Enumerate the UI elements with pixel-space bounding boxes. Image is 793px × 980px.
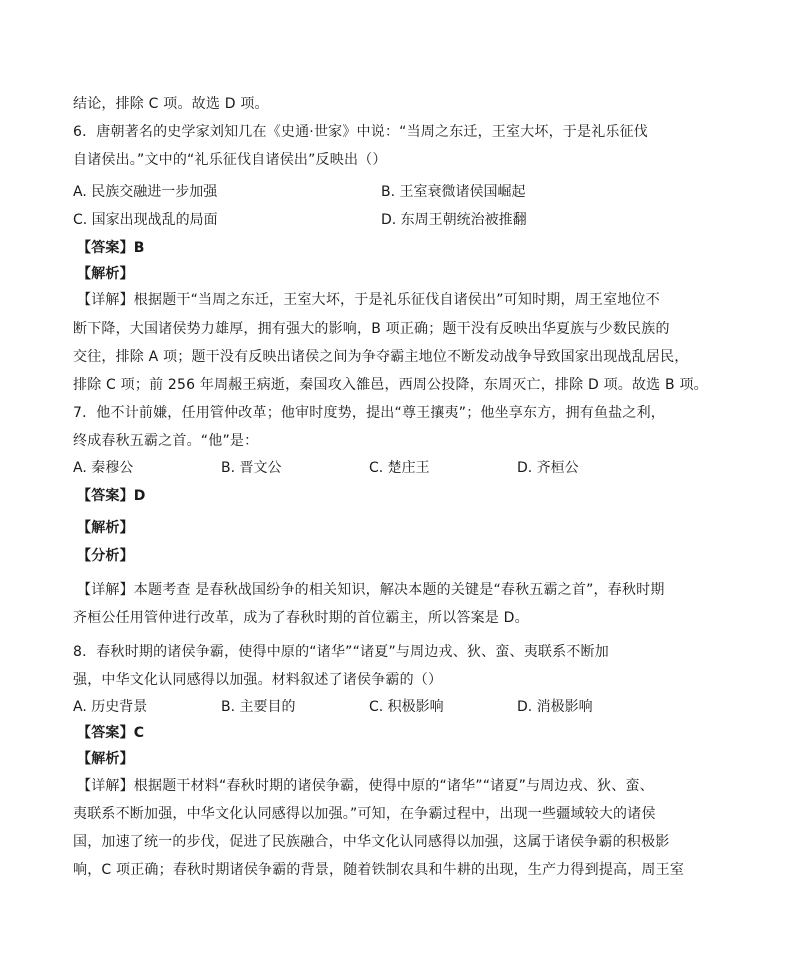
q8-detail-line: 夷联系不断加强，中华文化认同感得以加强。”可知，在争霸过程中，出现一些疆域较大的诸侯 <box>73 806 656 822</box>
q7-option-d: D. 齐桓公 <box>517 460 579 476</box>
q8-option-c: C. 积极影响 <box>369 699 444 715</box>
question-8-stem-cont: 强，中华文化认同感得以加强。材料叙述了诸侯争霸的（） <box>73 672 443 688</box>
question-6-stem-cont: 自诸侯出。”文中的“礼乐征伐自诸侯出”反映出（） <box>73 152 387 168</box>
q7-option-c: C. 楚庄王 <box>369 460 430 476</box>
q6-option-b: B. 王室衰微诸侯国崛起 <box>381 184 526 200</box>
q7-analysis-sub-label: 【分析】 <box>77 548 134 564</box>
q6-answer: 【答案】B <box>77 240 145 256</box>
q6-option-a: A. 民族交融进一步加强 <box>73 184 218 200</box>
q8-detail-line: 国，加速了统一的步伐，促进了民族融合，中华文化认同感得以加强，这属于诸侯争霸的积极影 <box>73 834 670 850</box>
q8-option-d: D. 消极影响 <box>517 699 593 715</box>
q7-answer: 【答案】D <box>77 488 146 504</box>
q8-detail-line: 【详解】根据题干材料“春秋时期的诸侯争霸，使得中原的“诸华”“诸夏”与周边戎、狄、蛮、 <box>77 778 654 794</box>
q8-detail-line: 响，C 项正确；春秋时期诸侯争霸的背景，随着铁制农具和牛耕的出现，生产力得到提高，周王室 <box>73 862 685 878</box>
q8-answer: 【答案】C <box>77 725 145 741</box>
q6-detail-line: 排除 C 项；前 256 年周赧王病逝，秦国攻入雒邑，西周公投降，东周灭亡，排除 D 项。故选 B 项。 <box>73 377 708 393</box>
q8-option-b: B. 主要目的 <box>221 699 296 715</box>
q6-detail-line: 【详解】根据题干“当周之东迁，王室大坏，于是礼乐征伐自诸侯出”可知时期，周王室地位不 <box>77 292 660 308</box>
question-6-stem: 6．唐朝著名的史学家刘知几在《史通·世家》中说：“当周之东迁，王室大坏，于是礼乐征伐 <box>73 124 649 140</box>
q6-option-c: C. 国家出现战乱的局面 <box>73 212 218 228</box>
q7-detail-line: 齐桓公任用管仲进行改革，成为了春秋时期的首位霸主，所以答案是 D。 <box>73 610 529 626</box>
q7-option-a: A. 秦穆公 <box>73 460 134 476</box>
q7-detail-line: 【详解】本题考查 是春秋战国纷争的相关知识，解决本题的关键是“春秋五霸之首”，春秋时期 <box>77 582 665 598</box>
q6-analysis-label: 【解析】 <box>77 266 134 282</box>
q6-detail-line: 交往，排除 A 项；题干没有反映出诸侯之间为争夺霸主地位不断发动战争导致国家出现战乱居民， <box>73 349 689 365</box>
q6-detail-line: 断下降，大国诸侯势力雄厚，拥有强大的影响，B 项正确；题干没有反映出华夏族与少数民族的 <box>73 321 670 337</box>
question-8-stem: 8．春秋时期的诸侯争霸，使得中原的“诸华”“诸夏”与周边戎、狄、蛮、夷联系不断加 <box>73 644 609 660</box>
question-7-stem: 7．他不计前嫌，任用管仲改革；他审时度势，提出“尊王攘夷”；他坐享东方，拥有鱼盐之利， <box>73 405 666 421</box>
q7-option-b: B. 晋文公 <box>221 460 282 476</box>
q7-analysis-label: 【解析】 <box>77 520 134 536</box>
text-line: 结论，排除 C 项。故选 D 项。 <box>73 96 269 112</box>
q6-option-d: D. 东周王朝统治被推翻 <box>381 212 527 228</box>
question-7-stem-cont: 终成春秋五霸之首。“他”是： <box>73 433 259 449</box>
q8-option-a: A. 历史背景 <box>73 699 148 715</box>
q8-analysis-label: 【解析】 <box>77 751 134 767</box>
